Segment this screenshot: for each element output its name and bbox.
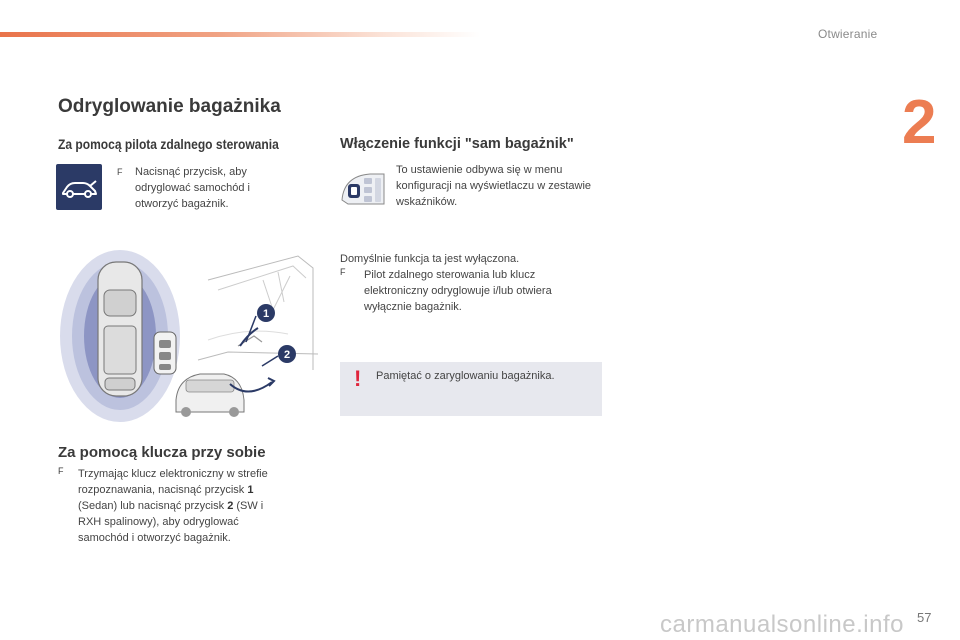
boot-only-instruction xyxy=(340,267,590,315)
section-label: Otwieranie xyxy=(818,27,878,41)
steering-wheel-controls-icon xyxy=(340,170,386,208)
callout-2: 2 xyxy=(283,349,291,361)
bullet-marker: F xyxy=(58,466,64,476)
watermark: carmanualsonline.info xyxy=(660,611,904,638)
remote-instruction-text: Nacisnąć przycisk, aby odryglować samochód i otworzyć bagażnik. xyxy=(135,166,250,210)
chapter-number: 2 xyxy=(902,88,937,157)
boot-only-intro: To ustawienie odbywa się w menu konfiguracji na wyświetlaczu w zestawie wskaźników. xyxy=(396,164,592,208)
callout-1: 1 xyxy=(262,308,270,320)
boot-only-heading: Włączenie funkcji "sam bagażnik" xyxy=(340,136,574,152)
key-nearby-text: Trzymając klucz elektroniczny w strefie rozpoznawania, nacisnąć przycisk 1 (Sedan) lub nacisnąć przycisk 2 (SW i RXH spalinowy), aby odryglować samochód i otworzyć bagażnik. xyxy=(78,468,268,544)
bullet-marker: F xyxy=(340,267,346,277)
boot-only-bullet-text: Pilot zdalnego sterowania lub klucz elektroniczny odryglowuje i/lub otwiera wyłącznie bagażnik. xyxy=(364,269,552,313)
warning-box xyxy=(340,362,602,416)
warning-icon: ! xyxy=(354,366,362,391)
button-1-ref: 1 xyxy=(247,484,254,496)
default-state-text: Domyślnie funkcja ta jest wyłączona. xyxy=(340,253,520,265)
header-accent-bar xyxy=(0,32,480,37)
key-nearby-heading: Za pomocą klucza przy sobie xyxy=(58,444,266,461)
bullet-marker: F xyxy=(117,167,123,177)
warning-text: Pamiętać o zaryglowaniu bagażnika. xyxy=(376,370,555,382)
page-number: 57 xyxy=(917,610,932,625)
remote-heading: Za pomocą pilota zdalnego sterowania xyxy=(58,136,279,152)
button-2-ref: 2 xyxy=(227,500,234,512)
remote-instruction xyxy=(117,164,307,212)
key-nearby-instruction xyxy=(58,466,298,546)
page-title: Odryglowanie bagażnika xyxy=(58,96,281,117)
unlock-boot-illustration xyxy=(58,250,320,428)
remote-boot-button-icon xyxy=(56,164,102,210)
